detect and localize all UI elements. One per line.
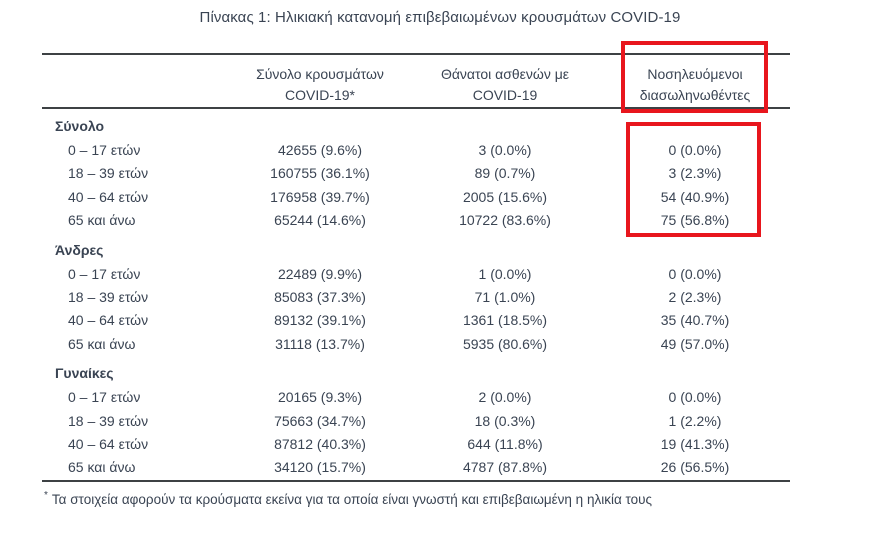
cell-deaths: 1361 (18.5%) [462, 312, 548, 329]
cell-cases: 22489 (9.9%) [277, 265, 363, 282]
header-line: Σύνολο κρουσμάτων [256, 66, 384, 82]
header-empty-cell [42, 55, 230, 64]
cell-cases: 31118 (13.7%) [275, 335, 365, 352]
cell-age-label: 65 και άνω [68, 335, 136, 352]
cell-age-label: 40 – 64 ετών [68, 188, 149, 205]
cell-age-label: 18 – 39 ετών [68, 412, 149, 429]
cell-age-label: 0 – 17 ετών [68, 142, 141, 158]
table-row [42, 456, 790, 479]
cell-deaths: 10722 (83.6%) [459, 212, 551, 229]
cell-intubated: 1 (2.2%) [668, 412, 722, 429]
cell-cases: 65244 (14.6%) [274, 212, 366, 229]
footnote [42, 480, 790, 508]
cell-intubated: 54 (40.9%) [660, 188, 730, 205]
table-group-row [42, 233, 790, 263]
cell-intubated: 49 (57.0%) [660, 335, 730, 352]
cell-cases: 87812 (40.3%) [274, 435, 366, 452]
cell-cases: 176958 (39.7%) [270, 188, 370, 205]
cell-deaths: 18 (0.3%) [474, 412, 536, 429]
cell-deaths: 5935 (80.6%) [462, 335, 548, 352]
cell-cases: 42655 (9.6%) [277, 142, 363, 158]
header-line: διασωληνωθέντες [639, 87, 751, 103]
cell-intubated: 0 (0.0%) [668, 142, 722, 158]
table-group-row [42, 356, 790, 386]
cell-intubated: 26 (56.5%) [660, 459, 730, 476]
table-row [42, 263, 790, 286]
header-deaths [410, 55, 600, 106]
header-line: Νοσηλευόμενοι [647, 66, 743, 82]
cell-intubated: 2 (2.3%) [668, 288, 722, 305]
footnote-asterisk: * [44, 489, 48, 501]
cell-age-label: 18 – 39 ετών [68, 288, 149, 305]
table-row [42, 386, 790, 409]
cell-age-label: 40 – 64 ετών [68, 312, 149, 329]
cell-age-label: 65 και άνω [68, 459, 136, 476]
header-line: Θάνατοι ασθενών με [440, 66, 570, 82]
cell-cases: 160755 (36.1%) [270, 165, 370, 182]
cell-cases: 75663 (34.7%) [274, 412, 366, 429]
cell-intubated: 0 (0.0%) [668, 389, 722, 406]
highlight-box-intubated-totals [626, 122, 761, 237]
footnote-text: Τα στοιχεία αφορούν τα κρούσματα εκείνα για τα οποία είναι γνωστή και επιβεβαιωμένη η ηλικία τους [51, 491, 653, 507]
cell-deaths: 1 (0.0%) [478, 265, 532, 282]
cell-age-label: 18 – 39 ετών [68, 165, 149, 182]
cell-deaths: 89 (0.7%) [474, 165, 536, 182]
cell-intubated: 19 (41.3%) [660, 435, 730, 452]
cell-age-label: 65 και άνω [68, 212, 136, 229]
cell-cases: 34120 (15.7%) [274, 459, 366, 476]
table-row [42, 410, 790, 433]
cell-deaths: 2005 (15.6%) [462, 188, 548, 205]
header-line: COVID-19* [284, 87, 356, 103]
table-row [42, 286, 790, 309]
table-title: Πίνακας 1: Ηλικιακή κατανομή επιβεβαιωμένων κρουσμάτων COVID-19 [199, 9, 681, 26]
cell-deaths: 71 (1.0%) [474, 288, 536, 305]
cell-cases: 20165 (9.3%) [277, 389, 363, 406]
cell-deaths: 644 (11.8%) [467, 435, 543, 452]
cell-deaths: 4787 (87.8%) [462, 459, 548, 476]
highlight-box-intubated-header [621, 41, 768, 113]
cell-intubated: 75 (56.8%) [660, 212, 730, 229]
header-total-cases [230, 55, 410, 106]
cell-deaths: 3 (0.0%) [478, 142, 532, 158]
cell-intubated: 35 (40.7%) [660, 312, 730, 329]
group-label-men: Άνδρες [55, 241, 104, 258]
cell-deaths: 2 (0.0%) [478, 389, 532, 406]
cell-age-label: 40 – 64 ετών [68, 435, 149, 452]
cell-age-label: 0 – 17 ετών [68, 389, 141, 406]
group-label-women: Γυναίκες [55, 365, 114, 382]
cell-age-label: 0 – 17 ετών [68, 265, 141, 282]
table-row [42, 309, 790, 332]
group-label-total: Σύνολο [55, 118, 105, 134]
cell-intubated: 3 (2.3%) [668, 165, 722, 182]
cell-intubated: 0 (0.0%) [668, 265, 722, 282]
cell-cases: 89132 (39.1%) [274, 312, 366, 329]
table-row [42, 333, 790, 356]
table-row [42, 433, 790, 456]
cell-cases: 85083 (37.3%) [274, 288, 366, 305]
header-line: COVID-19 [472, 87, 538, 103]
